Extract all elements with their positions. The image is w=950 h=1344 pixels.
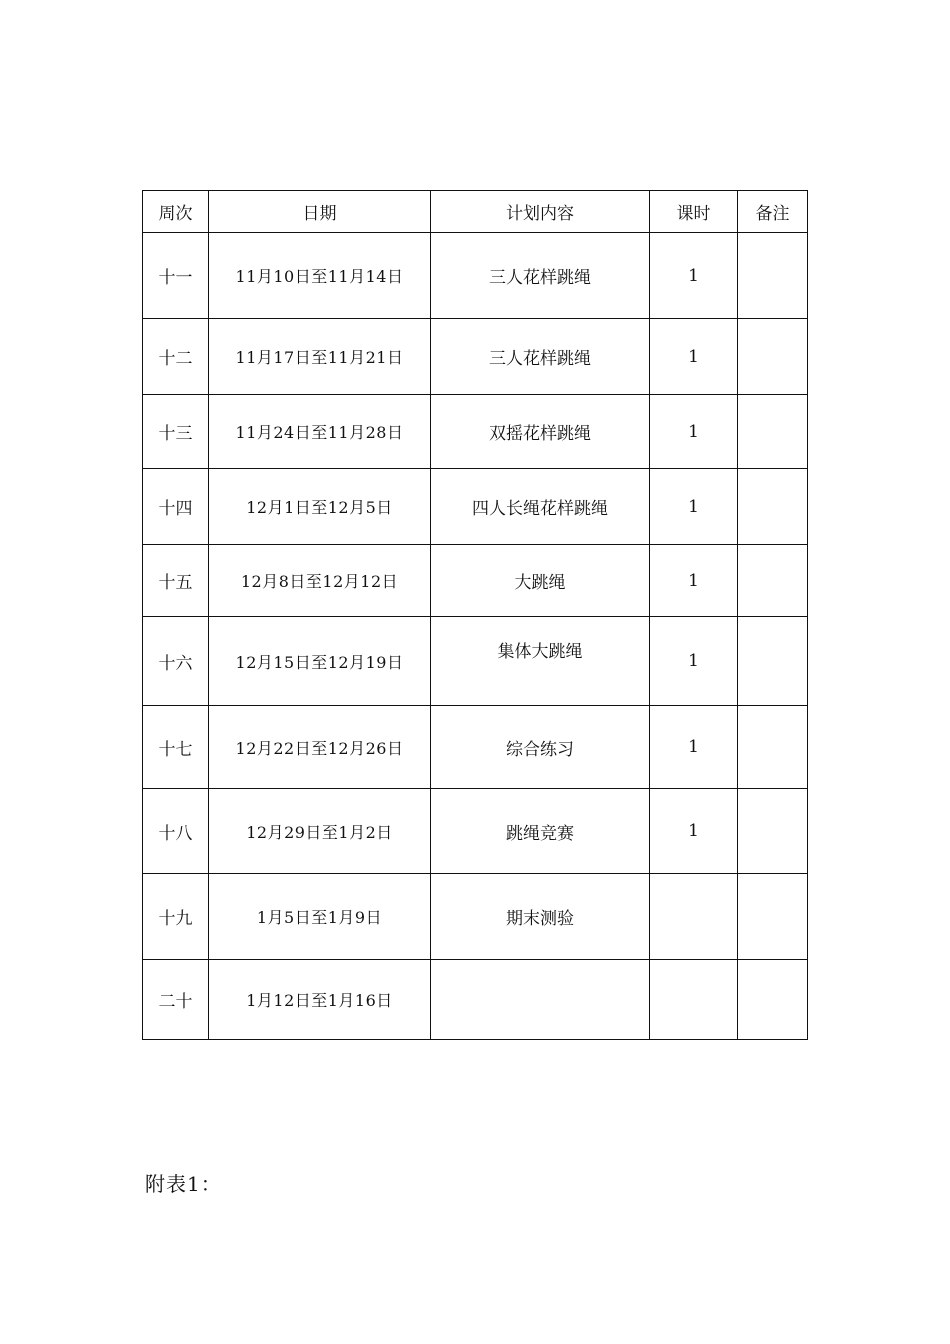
cell-content: 集体大跳绳 — [431, 617, 650, 706]
table-row — [143, 789, 808, 874]
cell-remarks — [738, 545, 808, 617]
cell-hours — [650, 960, 738, 1040]
cell-date: 12月1日至12月5日 — [209, 469, 431, 545]
cell-week: 十八 — [143, 789, 209, 874]
table-row — [143, 545, 808, 617]
header-remarks: 备注 — [738, 191, 808, 233]
cell-week: 十四 — [143, 469, 209, 545]
cell-date: 11月24日至11月28日 — [209, 395, 431, 469]
cell-week: 十三 — [143, 395, 209, 469]
cell-date: 12月29日至1月2日 — [209, 789, 431, 874]
cell-week: 十五 — [143, 545, 209, 617]
cell-date: 11月10日至11月14日 — [209, 233, 431, 319]
cell-hours — [650, 874, 738, 960]
table-row — [143, 706, 808, 789]
cell-remarks — [738, 233, 808, 319]
table-row — [143, 469, 808, 545]
cell-hours: 1 — [650, 545, 738, 617]
cell-week: 十一 — [143, 233, 209, 319]
cell-hours: 1 — [650, 706, 738, 789]
header-content: 计划内容 — [431, 191, 650, 233]
appendix-label: 附表1： — [145, 1172, 222, 1196]
cell-remarks — [738, 469, 808, 545]
cell-hours: 1 — [650, 395, 738, 469]
cell-week: 十七 — [143, 706, 209, 789]
cell-remarks — [738, 617, 808, 706]
cell-content: 三人花样跳绳 — [431, 319, 650, 395]
cell-date: 1月5日至1月9日 — [209, 874, 431, 960]
cell-date: 1月12日至1月16日 — [209, 960, 431, 1040]
cell-date: 12月15日至12月19日 — [209, 617, 431, 706]
cell-date: 12月8日至12月12日 — [209, 545, 431, 617]
header-date: 日期 — [209, 191, 431, 233]
cell-content: 双摇花样跳绳 — [431, 395, 650, 469]
cell-hours: 1 — [650, 617, 738, 706]
cell-date: 12月22日至12月26日 — [209, 706, 431, 789]
teaching-plan-table — [142, 190, 808, 1040]
cell-content: 期末测验 — [431, 874, 650, 960]
cell-remarks — [738, 960, 808, 1040]
cell-date: 11月17日至11月21日 — [209, 319, 431, 395]
table-row — [143, 617, 808, 706]
table-row — [143, 874, 808, 960]
cell-week: 十九 — [143, 874, 209, 960]
cell-hours: 1 — [650, 789, 738, 874]
cell-content: 三人花样跳绳 — [431, 233, 650, 319]
cell-content: 四人长绳花样跳绳 — [431, 469, 650, 545]
cell-content: 综合练习 — [431, 706, 650, 789]
cell-week: 二十 — [143, 960, 209, 1040]
cell-remarks — [738, 874, 808, 960]
cell-remarks — [738, 706, 808, 789]
cell-week: 十六 — [143, 617, 209, 706]
table-header-row — [143, 191, 808, 233]
cell-hours: 1 — [650, 319, 738, 395]
table-row — [143, 233, 808, 319]
cell-week: 十二 — [143, 319, 209, 395]
cell-remarks — [738, 789, 808, 874]
cell-hours: 1 — [650, 469, 738, 545]
cell-content: 大跳绳 — [431, 545, 650, 617]
table-row — [143, 395, 808, 469]
cell-remarks — [738, 319, 808, 395]
header-week: 周次 — [143, 191, 209, 233]
header-hours: 课时 — [650, 191, 738, 233]
table-row — [143, 319, 808, 395]
cell-content — [431, 960, 650, 1040]
cell-hours: 1 — [650, 233, 738, 319]
table-row — [143, 960, 808, 1040]
cell-content: 跳绳竞赛 — [431, 789, 650, 874]
cell-remarks — [738, 395, 808, 469]
